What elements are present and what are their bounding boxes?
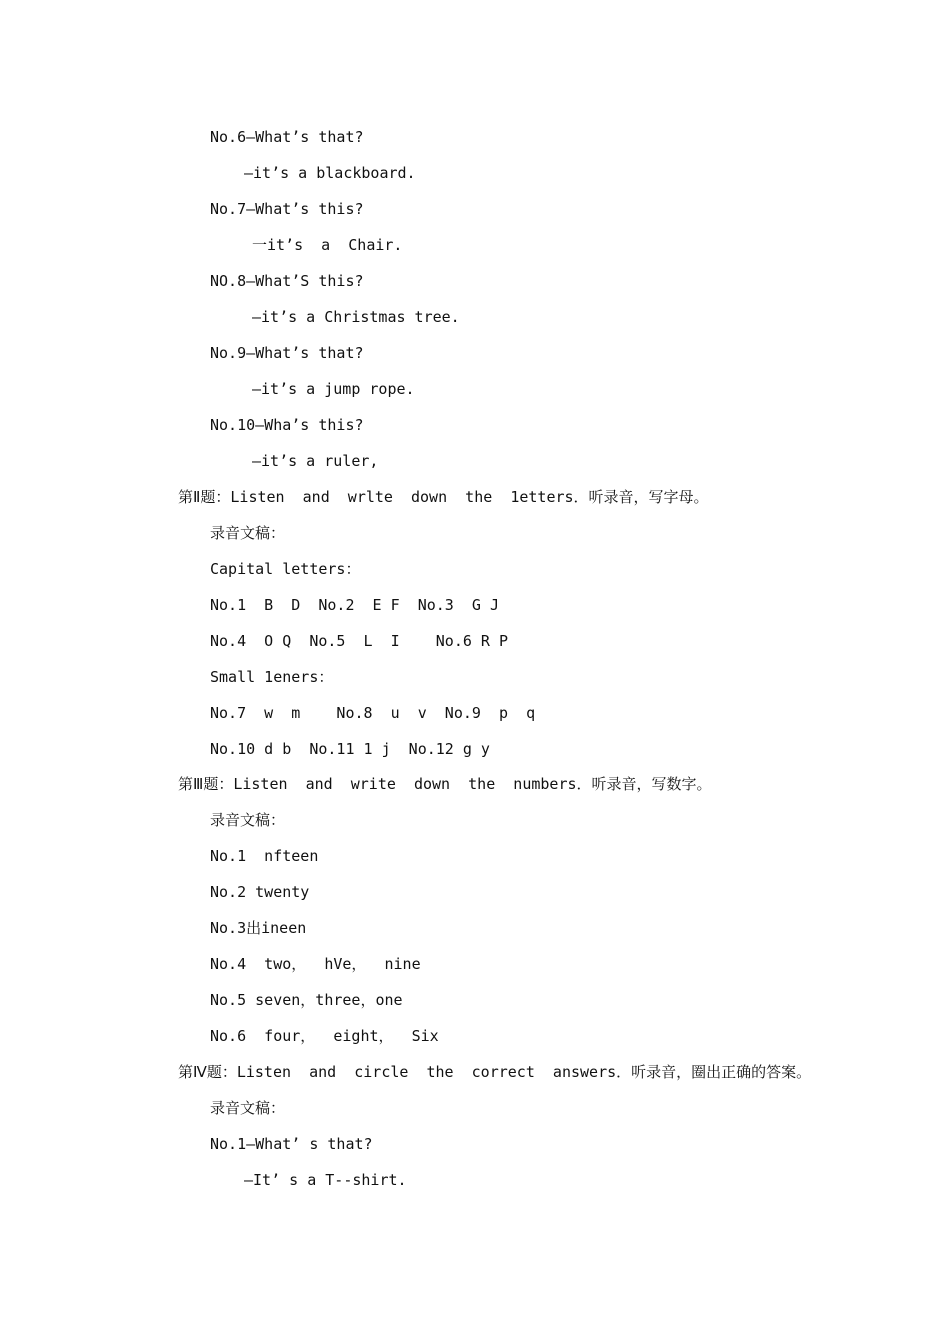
transcript-label: 录音文稿：	[210, 811, 286, 829]
answer-line: —it’s a Christmas tree.	[252, 308, 460, 326]
answer-line: —it’s a blackboard.	[244, 164, 416, 182]
numbers-line: No.5 seven，three，one	[210, 991, 403, 1009]
numbers-line: No.3出ineen	[210, 919, 307, 937]
question-line: No.1—What’ s that?	[210, 1135, 373, 1153]
letters-line: No.7 w m No.8 u v No.9 p q	[210, 704, 536, 722]
question-line: No.9—What’s that?	[210, 344, 364, 362]
letters-line: No.10 d b No.11 1 j No.12 g y	[210, 740, 490, 758]
letters-line: No.4 O Q No.5 L I No.6 R P	[210, 632, 509, 650]
numbers-line: No.6 four， eight， Six	[210, 1027, 439, 1045]
letters-line: No.1 B D No.2 E F No.3 G J	[210, 596, 499, 614]
question-line: No.6—What’s that?	[210, 128, 364, 146]
answer-line: —It’ s a T--shirt.	[244, 1171, 407, 1189]
transcript-label: 录音文稿：	[210, 1099, 286, 1117]
section-heading: 第Ⅱ题：Listen and wrlte down the 1etters．听录音，写字母。	[178, 488, 709, 506]
subheading-line: Small 1eners：	[210, 668, 334, 686]
section-heading: 第Ⅲ题：Listen and write down the numbers．听录音，写数字。	[178, 775, 712, 793]
numbers-line: No.4 two， hVe， nine	[210, 955, 421, 973]
section-heading: 第Ⅳ题：Listen and circle the correct answers．听录音，圈出正确的答案。	[178, 1063, 812, 1081]
numbers-line: No.2 twenty	[210, 883, 310, 901]
question-line: No.7—What’s this?	[210, 200, 364, 218]
answer-line: 一it’s a Chair.	[252, 236, 403, 254]
subheading-line: Capital letters：	[210, 560, 361, 578]
question-line: NO.8—What’S this?	[210, 272, 364, 290]
transcript-label: 录音文稿：	[210, 524, 286, 542]
question-line: No.10—Wha’s this?	[210, 416, 364, 434]
answer-line: —it’s a jump rope.	[252, 380, 415, 398]
numbers-line: No.1 nfteen	[210, 847, 319, 865]
answer-line: —it’s a ruler,	[252, 452, 379, 470]
